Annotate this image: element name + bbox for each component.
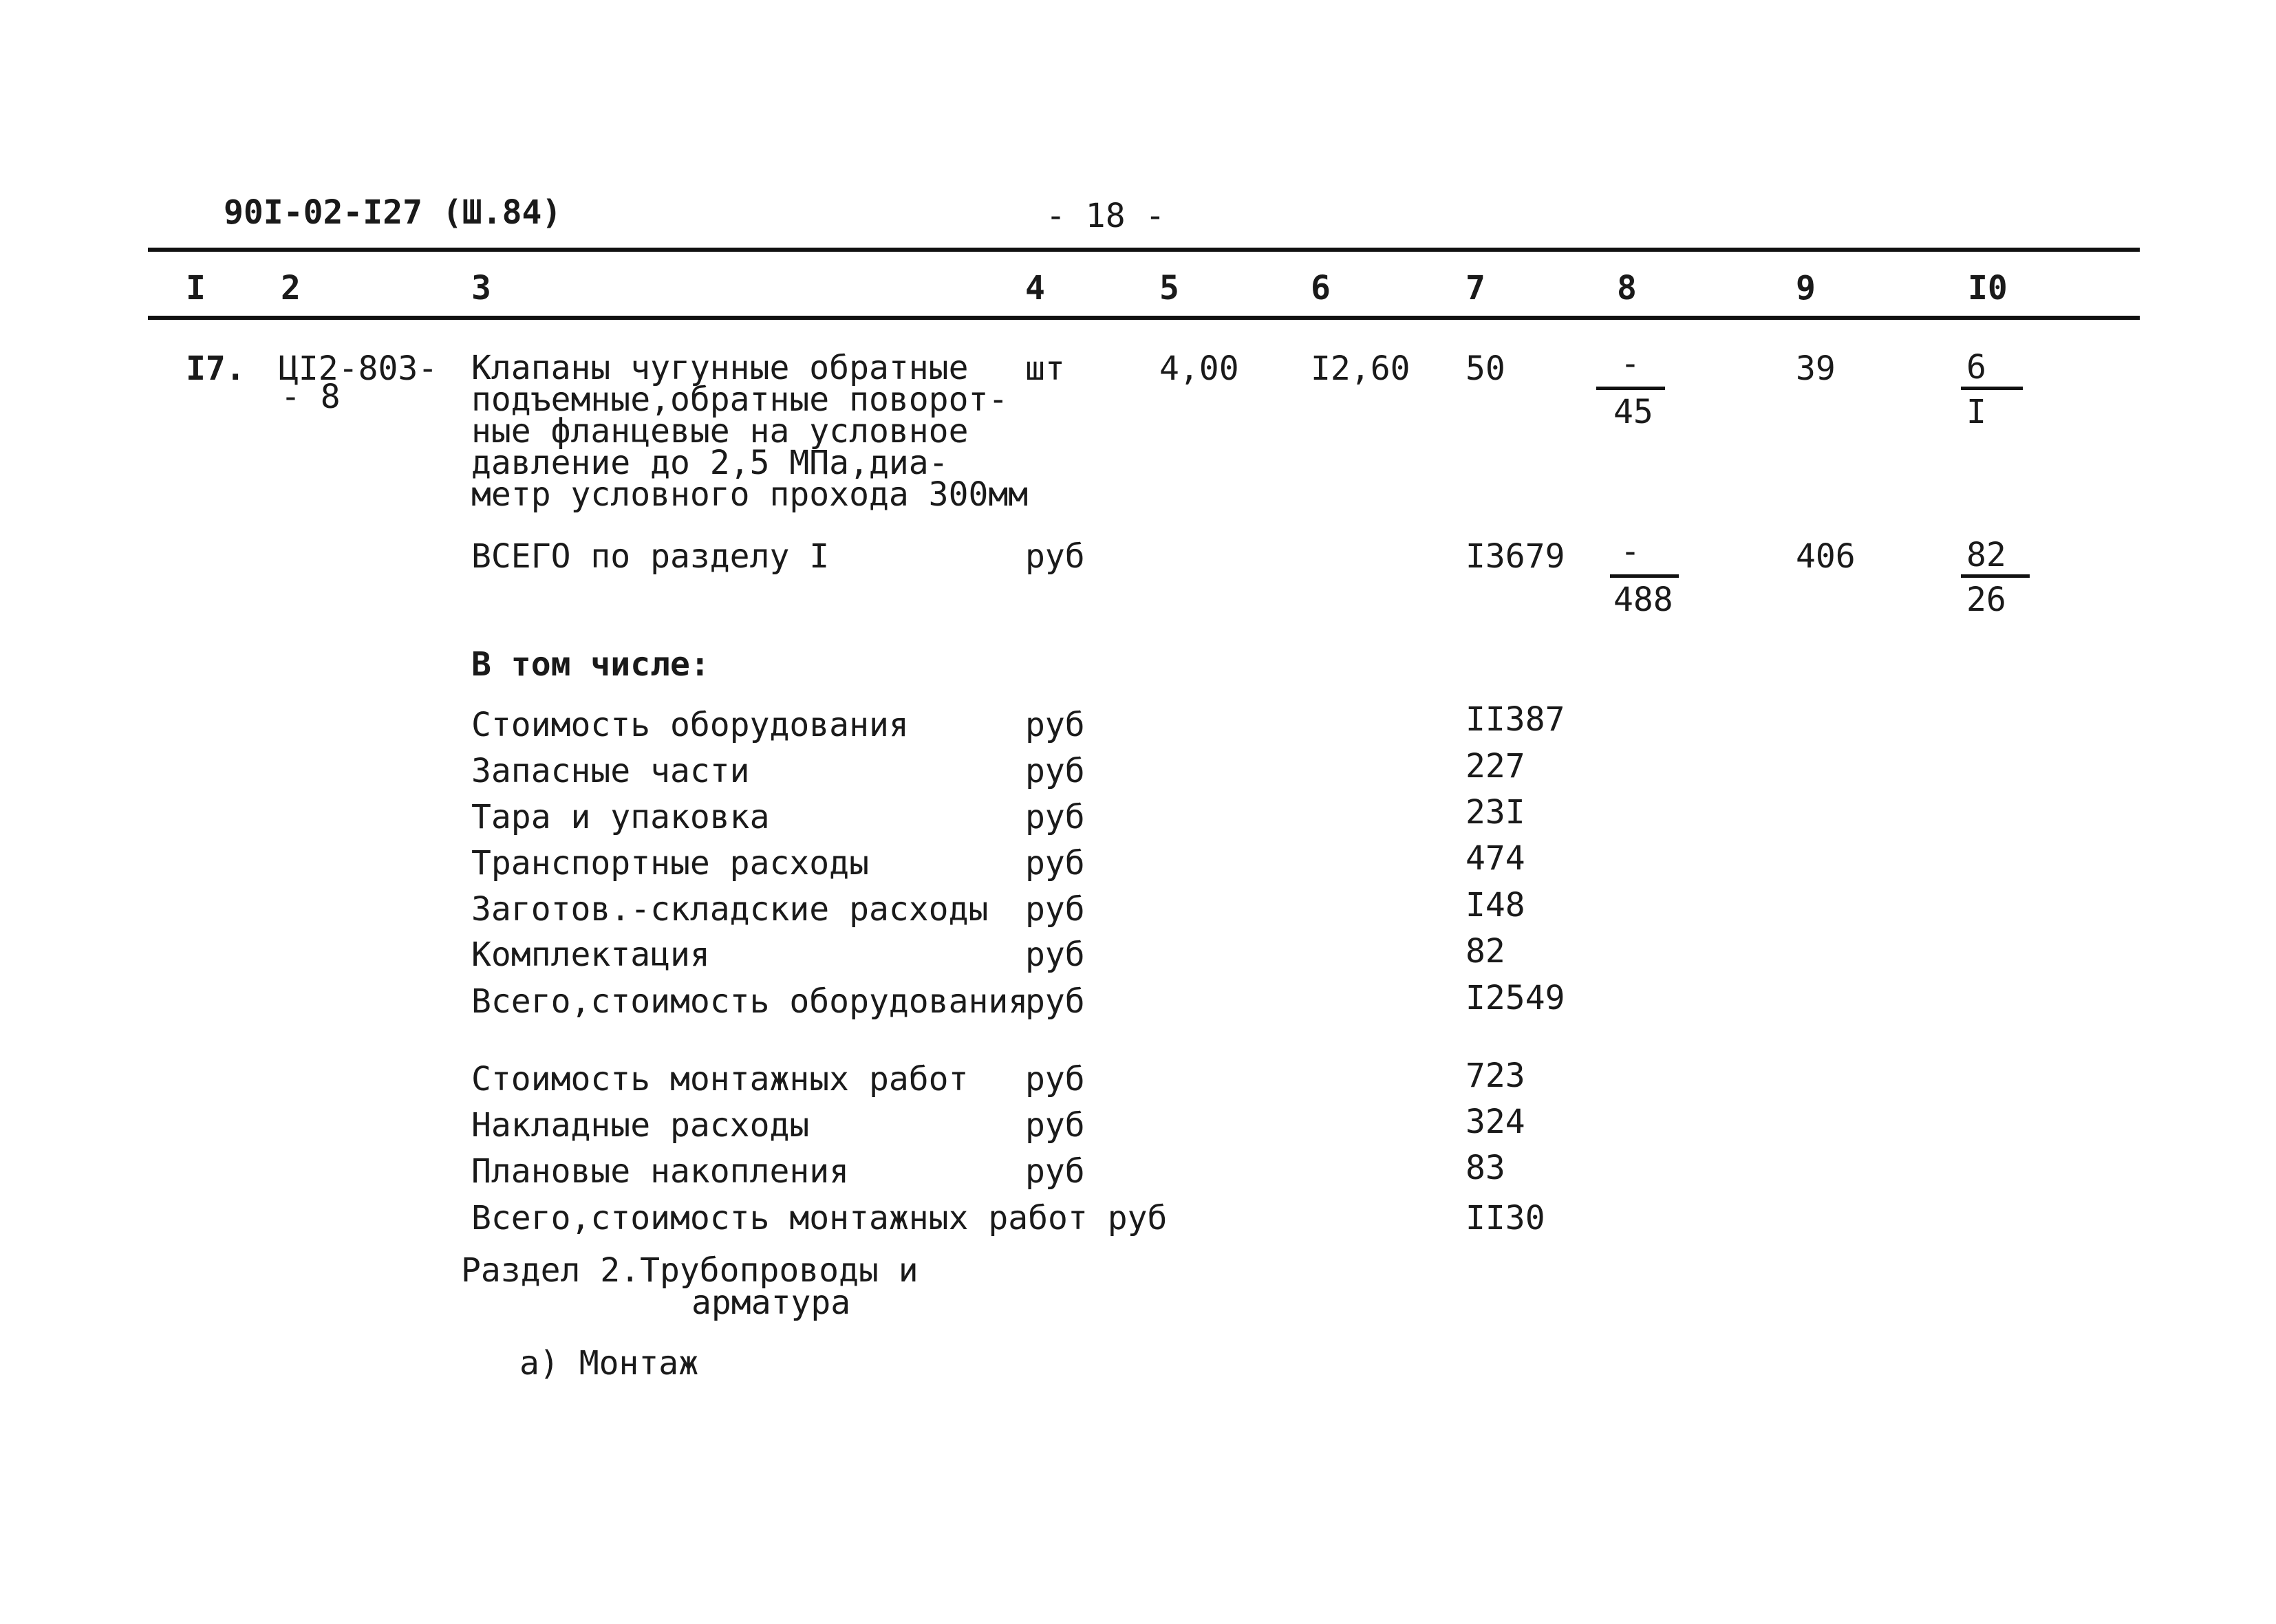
item-col5: 4,00 — [1159, 349, 1239, 388]
column-header-10: I0 — [1968, 269, 2008, 307]
list-item-label: Стоимость монтажных работ — [471, 1060, 969, 1098]
list-item-unit: руб — [1025, 890, 1085, 929]
fraction-bar — [1961, 574, 2030, 578]
column-header-4: 4 — [1025, 269, 1045, 307]
list-item-label: Запасные части — [471, 752, 750, 790]
section2-title-line2: арматура — [691, 1284, 851, 1322]
list-item-label: Заготов.-складские расходы — [471, 890, 989, 929]
list-item-value: 83 — [1466, 1149, 1505, 1187]
fraction-denominator: I — [1966, 393, 1986, 431]
list-item-label: Всего,стоимость оборудования — [471, 982, 1029, 1021]
fraction-bar — [1610, 574, 1679, 578]
list-item-unit: руб — [1025, 935, 1085, 974]
list-item-value: 227 — [1466, 747, 1525, 786]
list-item-value: I2549 — [1466, 979, 1565, 1017]
list-item-label: Тара и упаковка — [471, 798, 770, 836]
list-item-label: Плановые накопления — [471, 1152, 850, 1191]
table-header-rule — [148, 316, 2140, 320]
list-item-unit: руб — [1025, 1152, 1085, 1191]
fraction-numerator: 6 — [1966, 348, 1986, 387]
list-item-unit: руб — [1025, 1106, 1085, 1145]
fraction-bar — [1596, 387, 1665, 390]
list-item-value: 23I — [1466, 793, 1525, 832]
item-col10-fraction — [1961, 347, 2023, 437]
item-code-line1: ЦI2-803- — [279, 349, 438, 388]
item-col8-fraction — [1596, 347, 1665, 437]
item-unit: шт — [1025, 349, 1065, 388]
column-header-1: I — [186, 269, 206, 307]
list-item-value: 723 — [1466, 1057, 1525, 1095]
fraction-numerator: 82 — [1966, 536, 2006, 574]
list-item-value: I48 — [1466, 886, 1525, 924]
page-number: - 18 - — [1046, 197, 1166, 235]
fraction-denominator: 488 — [1613, 581, 1673, 619]
item-number: I7. — [186, 349, 246, 388]
column-header-5: 5 — [1159, 269, 1179, 307]
item-col7: 50 — [1466, 349, 1505, 388]
list-item-unit: руб — [1025, 982, 1085, 1021]
fraction-denominator: 26 — [1966, 581, 2006, 619]
column-header-8: 8 — [1617, 269, 1637, 307]
column-header-9: 9 — [1796, 269, 1816, 307]
list-item-label: Накладные расходы — [471, 1106, 810, 1145]
column-header-6: 6 — [1311, 269, 1331, 307]
list-item-unit: руб — [1025, 844, 1085, 883]
column-header-3: 3 — [471, 269, 491, 307]
fraction-numerator: - — [1620, 345, 1640, 383]
list-item-label: Транспортные расходы — [471, 844, 869, 883]
fraction-numerator: - — [1620, 532, 1640, 571]
item-col6: I2,60 — [1311, 349, 1410, 388]
section-total-col7: I3679 — [1466, 537, 1565, 576]
section2-subsection: а) Монтаж — [519, 1344, 699, 1383]
list-item-label: Стоимость оборудования — [471, 706, 909, 744]
fraction-bar — [1961, 387, 2023, 390]
list-item-unit: руб — [1025, 706, 1085, 744]
column-header-2: 2 — [281, 269, 301, 307]
list-item-value: 82 — [1466, 932, 1505, 971]
section-total-unit: руб — [1025, 537, 1085, 576]
list-item-unit: руб — [1025, 798, 1085, 836]
section-total-col8-fraction — [1610, 532, 1679, 625]
list-item-value: 474 — [1466, 839, 1525, 878]
item-code-line2: - 8 — [281, 378, 341, 416]
installation-total-label: Всего,стоимость монтажных работ руб — [471, 1199, 1168, 1237]
list-item-value: II387 — [1466, 700, 1565, 739]
fraction-denominator: 45 — [1613, 393, 1653, 431]
table-top-rule — [148, 248, 2140, 252]
list-item-unit: руб — [1025, 1060, 1085, 1098]
section-total-label: ВСЕГО по разделу I — [471, 537, 830, 576]
list-item-label: Комплектация — [471, 935, 710, 974]
including-label: В том числе: — [471, 645, 710, 684]
section-total-col9: 406 — [1796, 537, 1856, 576]
section2-title-line1: Раздел 2.Трубопроводы и — [461, 1251, 919, 1290]
item-description: Клапаны чугунные обратные подъемные,обратные поворот- ные фланцевые на условное давление до 2,5 МПа,диа- метр условного прохода 300мм — [471, 349, 1029, 514]
list-item-unit: руб — [1025, 752, 1085, 790]
column-header-7: 7 — [1466, 269, 1485, 307]
list-item-value: 324 — [1466, 1103, 1525, 1141]
item-col9: 39 — [1796, 349, 1836, 388]
section-total-col10-fraction — [1961, 535, 2030, 625]
document-code: 90I-02-I27 (Ш.84) — [224, 193, 562, 232]
installation-total-value: II30 — [1466, 1199, 1545, 1237]
